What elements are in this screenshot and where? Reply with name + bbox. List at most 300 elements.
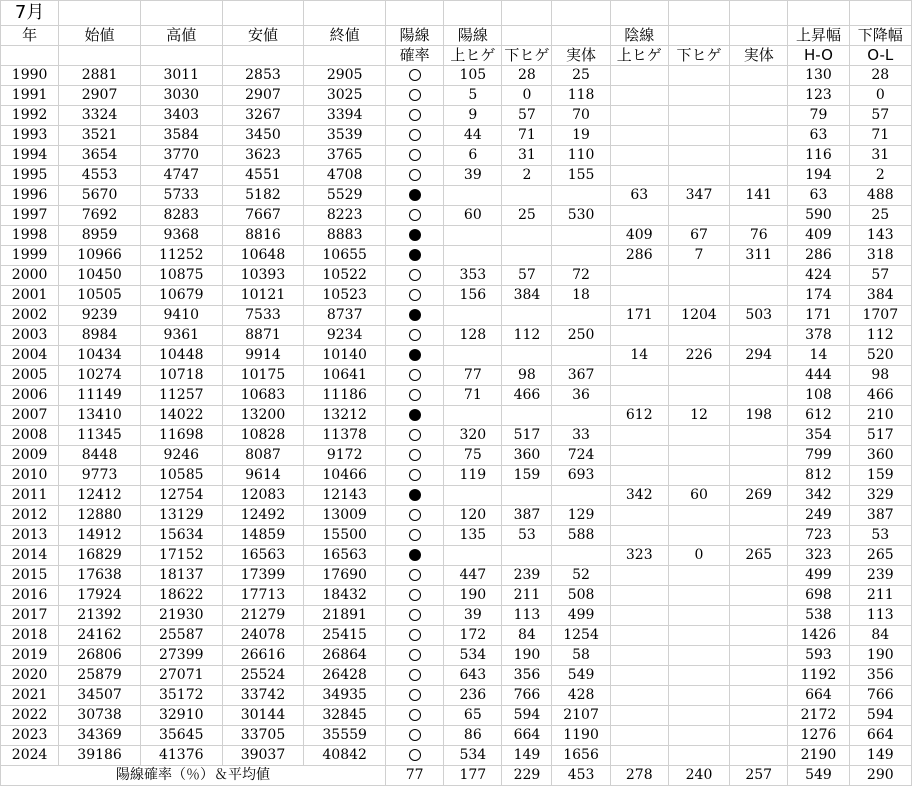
bearish-upper-shadow-cell[interactable] [610, 746, 668, 766]
rise-range-cell[interactable]: 1426 [788, 626, 849, 646]
year-cell[interactable]: 2005 [1, 366, 59, 386]
fall-range-cell[interactable]: 488 [849, 186, 911, 206]
rise-range-cell[interactable]: 499 [788, 566, 849, 586]
close-cell[interactable]: 9234 [304, 326, 386, 346]
close-cell[interactable]: 10466 [304, 466, 386, 486]
low-cell[interactable]: 3623 [222, 146, 304, 166]
bearish-body-cell[interactable] [730, 326, 788, 346]
bullish-body-cell[interactable] [552, 406, 610, 426]
fall-range-cell[interactable]: 149 [849, 746, 911, 766]
rise-range-cell[interactable]: 799 [788, 446, 849, 466]
bearish-body-cell[interactable] [730, 106, 788, 126]
bullish-lower-shadow-cell[interactable] [502, 346, 552, 366]
year-cell[interactable]: 2016 [1, 586, 59, 606]
open-cell[interactable]: 9773 [59, 466, 141, 486]
candle-mark-cell[interactable] [386, 506, 444, 526]
bearish-upper-shadow-cell[interactable] [610, 726, 668, 746]
bearish-body-cell[interactable] [730, 206, 788, 226]
bullish-body-cell[interactable]: 25 [552, 66, 610, 86]
bearish-lower-shadow-cell[interactable] [668, 286, 729, 306]
bearish-upper-shadow-cell[interactable] [610, 466, 668, 486]
open-cell[interactable]: 3324 [59, 106, 141, 126]
bullish-body-cell[interactable] [552, 186, 610, 206]
header-bearish-upper-shadow[interactable]: 上ヒゲ [610, 46, 668, 66]
fall-range-cell[interactable]: 1707 [849, 306, 911, 326]
rise-range-cell[interactable]: 79 [788, 106, 849, 126]
bearish-lower-shadow-cell[interactable]: 347 [668, 186, 729, 206]
close-cell[interactable]: 8883 [304, 226, 386, 246]
avg-bullish-upper-shadow[interactable]: 177 [444, 766, 502, 786]
bullish-body-cell[interactable]: 110 [552, 146, 610, 166]
close-cell[interactable]: 11186 [304, 386, 386, 406]
fall-range-cell[interactable]: 520 [849, 346, 911, 366]
open-cell[interactable]: 7692 [59, 206, 141, 226]
bearish-upper-shadow-cell[interactable] [610, 106, 668, 126]
bearish-upper-shadow-cell[interactable] [610, 646, 668, 666]
high-cell[interactable]: 11252 [140, 246, 222, 266]
candle-mark-cell[interactable] [386, 666, 444, 686]
close-cell[interactable]: 13212 [304, 406, 386, 426]
candle-mark-cell[interactable] [386, 346, 444, 366]
bearish-body-cell[interactable]: 269 [730, 486, 788, 506]
bearish-lower-shadow-cell[interactable] [668, 566, 729, 586]
open-cell[interactable]: 34369 [59, 726, 141, 746]
open-cell[interactable]: 8959 [59, 226, 141, 246]
close-cell[interactable]: 10140 [304, 346, 386, 366]
bullish-lower-shadow-cell[interactable] [502, 306, 552, 326]
bullish-body-cell[interactable]: 428 [552, 686, 610, 706]
bearish-upper-shadow-cell[interactable] [610, 126, 668, 146]
fall-range-cell[interactable]: 2 [849, 166, 911, 186]
bullish-body-cell[interactable]: 549 [552, 666, 610, 686]
low-cell[interactable]: 2907 [222, 86, 304, 106]
year-cell[interactable]: 2015 [1, 566, 59, 586]
rise-range-cell[interactable]: 538 [788, 606, 849, 626]
bearish-lower-shadow-cell[interactable] [668, 706, 729, 726]
bearish-upper-shadow-cell[interactable] [610, 566, 668, 586]
close-cell[interactable]: 35559 [304, 726, 386, 746]
header-rise-range[interactable]: 上昇幅 [788, 26, 849, 46]
bullish-upper-shadow-cell[interactable]: 77 [444, 366, 502, 386]
bullish-upper-shadow-cell[interactable]: 353 [444, 266, 502, 286]
rise-range-cell[interactable]: 14 [788, 346, 849, 366]
high-cell[interactable]: 3584 [140, 126, 222, 146]
bearish-upper-shadow-cell[interactable] [610, 586, 668, 606]
bullish-body-cell[interactable]: 18 [552, 286, 610, 306]
bullish-lower-shadow-cell[interactable]: 239 [502, 566, 552, 586]
fall-range-cell[interactable]: 517 [849, 426, 911, 446]
bullish-upper-shadow-cell[interactable]: 105 [444, 66, 502, 86]
year-cell[interactable]: 2021 [1, 686, 59, 706]
close-cell[interactable]: 21891 [304, 606, 386, 626]
candle-mark-cell[interactable] [386, 726, 444, 746]
low-cell[interactable]: 13200 [222, 406, 304, 426]
bearish-lower-shadow-cell[interactable]: 1204 [668, 306, 729, 326]
bearish-body-cell[interactable] [730, 706, 788, 726]
bearish-lower-shadow-cell[interactable]: 60 [668, 486, 729, 506]
high-cell[interactable]: 18137 [140, 566, 222, 586]
close-cell[interactable]: 17690 [304, 566, 386, 586]
fall-range-cell[interactable]: 384 [849, 286, 911, 306]
bullish-upper-shadow-cell[interactable]: 75 [444, 446, 502, 466]
rise-range-cell[interactable]: 171 [788, 306, 849, 326]
bearish-upper-shadow-cell[interactable]: 342 [610, 486, 668, 506]
candle-mark-cell[interactable] [386, 746, 444, 766]
rise-range-cell[interactable]: 1276 [788, 726, 849, 746]
bearish-upper-shadow-cell[interactable]: 171 [610, 306, 668, 326]
bearish-body-cell[interactable] [730, 666, 788, 686]
candle-mark-cell[interactable] [386, 546, 444, 566]
fall-range-cell[interactable]: 113 [849, 606, 911, 626]
close-cell[interactable]: 12143 [304, 486, 386, 506]
bullish-lower-shadow-cell[interactable]: 57 [502, 266, 552, 286]
bullish-lower-shadow-cell[interactable]: 384 [502, 286, 552, 306]
rise-range-cell[interactable]: 354 [788, 426, 849, 446]
candle-mark-cell[interactable] [386, 186, 444, 206]
bearish-body-cell[interactable]: 76 [730, 226, 788, 246]
rise-range-cell[interactable]: 590 [788, 206, 849, 226]
bullish-body-cell[interactable]: 52 [552, 566, 610, 586]
bullish-body-cell[interactable]: 499 [552, 606, 610, 626]
candle-mark-cell[interactable] [386, 626, 444, 646]
bearish-body-cell[interactable] [730, 446, 788, 466]
bearish-lower-shadow-cell[interactable]: 0 [668, 546, 729, 566]
year-cell[interactable]: 2022 [1, 706, 59, 726]
bullish-lower-shadow-cell[interactable]: 594 [502, 706, 552, 726]
bearish-upper-shadow-cell[interactable] [610, 506, 668, 526]
header-low[interactable]: 安値 [222, 26, 304, 46]
bearish-body-cell[interactable]: 141 [730, 186, 788, 206]
open-cell[interactable]: 2881 [59, 66, 141, 86]
avg-fall-range[interactable]: 290 [849, 766, 911, 786]
bearish-body-cell[interactable]: 311 [730, 246, 788, 266]
open-cell[interactable]: 8448 [59, 446, 141, 466]
open-cell[interactable]: 12880 [59, 506, 141, 526]
bearish-upper-shadow-cell[interactable]: 612 [610, 406, 668, 426]
bullish-lower-shadow-cell[interactable]: 112 [502, 326, 552, 346]
close-cell[interactable]: 26864 [304, 646, 386, 666]
bearish-upper-shadow-cell[interactable] [610, 286, 668, 306]
rise-range-cell[interactable]: 63 [788, 186, 849, 206]
open-cell[interactable]: 21392 [59, 606, 141, 626]
bullish-upper-shadow-cell[interactable]: 172 [444, 626, 502, 646]
bearish-upper-shadow-cell[interactable] [610, 606, 668, 626]
bullish-lower-shadow-cell[interactable] [502, 546, 552, 566]
fall-range-cell[interactable]: 387 [849, 506, 911, 526]
low-cell[interactable]: 3267 [222, 106, 304, 126]
bullish-body-cell[interactable]: 155 [552, 166, 610, 186]
high-cell[interactable]: 9410 [140, 306, 222, 326]
candle-mark-cell[interactable] [386, 446, 444, 466]
low-cell[interactable]: 8871 [222, 326, 304, 346]
bullish-upper-shadow-cell[interactable] [444, 546, 502, 566]
year-cell[interactable]: 2008 [1, 426, 59, 446]
open-cell[interactable]: 10966 [59, 246, 141, 266]
bullish-body-cell[interactable] [552, 346, 610, 366]
open-cell[interactable]: 3521 [59, 126, 141, 146]
high-cell[interactable]: 9246 [140, 446, 222, 466]
open-cell[interactable]: 24162 [59, 626, 141, 646]
bullish-body-cell[interactable]: 530 [552, 206, 610, 226]
high-cell[interactable]: 35645 [140, 726, 222, 746]
bullish-upper-shadow-cell[interactable]: 86 [444, 726, 502, 746]
close-cell[interactable]: 25415 [304, 626, 386, 646]
candle-mark-cell[interactable] [386, 126, 444, 146]
bullish-upper-shadow-cell[interactable]: 120 [444, 506, 502, 526]
low-cell[interactable]: 8816 [222, 226, 304, 246]
close-cell[interactable]: 10522 [304, 266, 386, 286]
fall-range-cell[interactable]: 84 [849, 626, 911, 646]
year-cell[interactable]: 2024 [1, 746, 59, 766]
low-cell[interactable]: 4551 [222, 166, 304, 186]
fall-range-cell[interactable]: 239 [849, 566, 911, 586]
bearish-upper-shadow-cell[interactable] [610, 526, 668, 546]
rise-range-cell[interactable]: 194 [788, 166, 849, 186]
bullish-upper-shadow-cell[interactable]: 65 [444, 706, 502, 726]
bearish-body-cell[interactable] [730, 726, 788, 746]
open-cell[interactable]: 34507 [59, 686, 141, 706]
year-cell[interactable]: 2009 [1, 446, 59, 466]
year-cell[interactable]: 2003 [1, 326, 59, 346]
header-h-minus-o[interactable]: H-O [788, 46, 849, 66]
candle-mark-cell[interactable] [386, 466, 444, 486]
low-cell[interactable]: 17713 [222, 586, 304, 606]
bearish-lower-shadow-cell[interactable] [668, 126, 729, 146]
low-cell[interactable]: 30144 [222, 706, 304, 726]
bearish-body-cell[interactable] [730, 686, 788, 706]
bearish-upper-shadow-cell[interactable] [610, 166, 668, 186]
bullish-upper-shadow-cell[interactable]: 39 [444, 166, 502, 186]
rise-range-cell[interactable]: 593 [788, 646, 849, 666]
close-cell[interactable]: 11378 [304, 426, 386, 446]
bullish-lower-shadow-cell[interactable]: 98 [502, 366, 552, 386]
rise-range-cell[interactable]: 723 [788, 526, 849, 546]
high-cell[interactable]: 14022 [140, 406, 222, 426]
low-cell[interactable]: 9614 [222, 466, 304, 486]
rise-range-cell[interactable]: 342 [788, 486, 849, 506]
bearish-lower-shadow-cell[interactable] [668, 526, 729, 546]
bullish-upper-shadow-cell[interactable]: 5 [444, 86, 502, 106]
rise-range-cell[interactable]: 323 [788, 546, 849, 566]
bearish-lower-shadow-cell[interactable] [668, 326, 729, 346]
high-cell[interactable]: 9368 [140, 226, 222, 246]
bullish-upper-shadow-cell[interactable]: 9 [444, 106, 502, 126]
bearish-upper-shadow-cell[interactable] [610, 86, 668, 106]
open-cell[interactable]: 10450 [59, 266, 141, 286]
header-high[interactable]: 高値 [140, 26, 222, 46]
bullish-upper-shadow-cell[interactable]: 534 [444, 746, 502, 766]
candle-mark-cell[interactable] [386, 226, 444, 246]
bullish-upper-shadow-cell[interactable]: 71 [444, 386, 502, 406]
close-cell[interactable]: 5529 [304, 186, 386, 206]
bearish-upper-shadow-cell[interactable] [610, 366, 668, 386]
rise-range-cell[interactable]: 63 [788, 126, 849, 146]
open-cell[interactable]: 26806 [59, 646, 141, 666]
rise-range-cell[interactable]: 108 [788, 386, 849, 406]
candle-mark-cell[interactable] [386, 326, 444, 346]
header-bullish-lower-shadow[interactable]: 下ヒゲ [502, 46, 552, 66]
high-cell[interactable]: 11698 [140, 426, 222, 446]
bearish-lower-shadow-cell[interactable] [668, 626, 729, 646]
bullish-upper-shadow-cell[interactable]: 534 [444, 646, 502, 666]
close-cell[interactable]: 18432 [304, 586, 386, 606]
fall-range-cell[interactable]: 360 [849, 446, 911, 466]
open-cell[interactable]: 10434 [59, 346, 141, 366]
fall-range-cell[interactable]: 318 [849, 246, 911, 266]
bearish-body-cell[interactable]: 198 [730, 406, 788, 426]
bullish-lower-shadow-cell[interactable]: 356 [502, 666, 552, 686]
fall-range-cell[interactable]: 265 [849, 546, 911, 566]
high-cell[interactable]: 3030 [140, 86, 222, 106]
candle-mark-cell[interactable] [386, 166, 444, 186]
year-cell[interactable]: 2006 [1, 386, 59, 406]
candle-mark-cell[interactable] [386, 406, 444, 426]
header-fall-range[interactable]: 下降幅 [849, 26, 911, 46]
low-cell[interactable]: 8087 [222, 446, 304, 466]
close-cell[interactable]: 8737 [304, 306, 386, 326]
bearish-lower-shadow-cell[interactable] [668, 506, 729, 526]
open-cell[interactable]: 2907 [59, 86, 141, 106]
high-cell[interactable]: 10585 [140, 466, 222, 486]
year-cell[interactable]: 2019 [1, 646, 59, 666]
bullish-upper-shadow-cell[interactable]: 135 [444, 526, 502, 546]
bullish-upper-shadow-cell[interactable]: 643 [444, 666, 502, 686]
open-cell[interactable]: 11345 [59, 426, 141, 446]
bearish-upper-shadow-cell[interactable]: 63 [610, 186, 668, 206]
rise-range-cell[interactable]: 130 [788, 66, 849, 86]
bullish-lower-shadow-cell[interactable]: 31 [502, 146, 552, 166]
bullish-upper-shadow-cell[interactable] [444, 486, 502, 506]
year-cell[interactable]: 2002 [1, 306, 59, 326]
bearish-lower-shadow-cell[interactable] [668, 726, 729, 746]
candle-mark-cell[interactable] [386, 66, 444, 86]
avg-rise-range[interactable]: 549 [788, 766, 849, 786]
high-cell[interactable]: 35172 [140, 686, 222, 706]
year-cell[interactable]: 1998 [1, 226, 59, 246]
bullish-upper-shadow-cell[interactable]: 119 [444, 466, 502, 486]
bearish-lower-shadow-cell[interactable] [668, 446, 729, 466]
low-cell[interactable]: 3450 [222, 126, 304, 146]
bearish-body-cell[interactable] [730, 146, 788, 166]
high-cell[interactable]: 11257 [140, 386, 222, 406]
bearish-upper-shadow-cell[interactable] [610, 446, 668, 466]
low-cell[interactable]: 7667 [222, 206, 304, 226]
bullish-upper-shadow-cell[interactable]: 60 [444, 206, 502, 226]
bearish-lower-shadow-cell[interactable] [668, 466, 729, 486]
low-cell[interactable]: 25524 [222, 666, 304, 686]
bullish-body-cell[interactable]: 1254 [552, 626, 610, 646]
year-cell[interactable]: 2001 [1, 286, 59, 306]
rise-range-cell[interactable]: 174 [788, 286, 849, 306]
fall-range-cell[interactable]: 356 [849, 666, 911, 686]
low-cell[interactable]: 9914 [222, 346, 304, 366]
bearish-lower-shadow-cell[interactable] [668, 646, 729, 666]
open-cell[interactable]: 25879 [59, 666, 141, 686]
candle-mark-cell[interactable] [386, 86, 444, 106]
candle-mark-cell[interactable] [386, 686, 444, 706]
high-cell[interactable]: 3770 [140, 146, 222, 166]
low-cell[interactable]: 21279 [222, 606, 304, 626]
close-cell[interactable]: 3765 [304, 146, 386, 166]
bearish-upper-shadow-cell[interactable]: 286 [610, 246, 668, 266]
year-cell[interactable]: 2010 [1, 466, 59, 486]
bearish-body-cell[interactable] [730, 586, 788, 606]
high-cell[interactable]: 13129 [140, 506, 222, 526]
bullish-upper-shadow-cell[interactable]: 236 [444, 686, 502, 706]
bullish-lower-shadow-cell[interactable]: 113 [502, 606, 552, 626]
low-cell[interactable]: 5182 [222, 186, 304, 206]
high-cell[interactable]: 21930 [140, 606, 222, 626]
year-cell[interactable]: 1990 [1, 66, 59, 86]
bearish-upper-shadow-cell[interactable] [610, 686, 668, 706]
bullish-body-cell[interactable]: 72 [552, 266, 610, 286]
year-cell[interactable]: 1999 [1, 246, 59, 266]
candle-mark-cell[interactable] [386, 366, 444, 386]
high-cell[interactable]: 15634 [140, 526, 222, 546]
bullish-upper-shadow-cell[interactable] [444, 346, 502, 366]
low-cell[interactable]: 10175 [222, 366, 304, 386]
bullish-upper-shadow-cell[interactable] [444, 226, 502, 246]
bullish-body-cell[interactable]: 588 [552, 526, 610, 546]
year-cell[interactable]: 1996 [1, 186, 59, 206]
bullish-lower-shadow-cell[interactable]: 190 [502, 646, 552, 666]
bullish-upper-shadow-cell[interactable]: 447 [444, 566, 502, 586]
bearish-body-cell[interactable] [730, 426, 788, 446]
bearish-lower-shadow-cell[interactable]: 7 [668, 246, 729, 266]
close-cell[interactable]: 10641 [304, 366, 386, 386]
fall-range-cell[interactable]: 159 [849, 466, 911, 486]
rise-range-cell[interactable]: 1192 [788, 666, 849, 686]
low-cell[interactable]: 39037 [222, 746, 304, 766]
open-cell[interactable]: 14912 [59, 526, 141, 546]
sheet-title[interactable]: 7月 [1, 1, 59, 26]
bearish-lower-shadow-cell[interactable] [668, 666, 729, 686]
candle-mark-cell[interactable] [386, 106, 444, 126]
high-cell[interactable]: 27399 [140, 646, 222, 666]
open-cell[interactable]: 9239 [59, 306, 141, 326]
bullish-body-cell[interactable] [552, 486, 610, 506]
header-bearish-group[interactable]: 陰線 [610, 26, 668, 46]
fall-range-cell[interactable]: 210 [849, 406, 911, 426]
bearish-lower-shadow-cell[interactable] [668, 686, 729, 706]
header-open[interactable]: 始値 [59, 26, 141, 46]
high-cell[interactable]: 10448 [140, 346, 222, 366]
low-cell[interactable]: 17399 [222, 566, 304, 586]
bullish-rate-value[interactable]: 77 [386, 766, 444, 786]
avg-bullish-body[interactable]: 453 [552, 766, 610, 786]
bullish-lower-shadow-cell[interactable]: 211 [502, 586, 552, 606]
high-cell[interactable]: 5733 [140, 186, 222, 206]
high-cell[interactable]: 9361 [140, 326, 222, 346]
low-cell[interactable]: 12083 [222, 486, 304, 506]
bearish-body-cell[interactable] [730, 526, 788, 546]
bearish-lower-shadow-cell[interactable]: 12 [668, 406, 729, 426]
bearish-body-cell[interactable]: 503 [730, 306, 788, 326]
high-cell[interactable]: 4747 [140, 166, 222, 186]
low-cell[interactable]: 7533 [222, 306, 304, 326]
bearish-upper-shadow-cell[interactable] [610, 386, 668, 406]
bullish-lower-shadow-cell[interactable]: 159 [502, 466, 552, 486]
header-bearish-body[interactable]: 実体 [730, 46, 788, 66]
candle-mark-cell[interactable] [386, 486, 444, 506]
low-cell[interactable]: 10828 [222, 426, 304, 446]
bullish-upper-shadow-cell[interactable] [444, 246, 502, 266]
fall-range-cell[interactable]: 766 [849, 686, 911, 706]
close-cell[interactable]: 16563 [304, 546, 386, 566]
bullish-lower-shadow-cell[interactable]: 25 [502, 206, 552, 226]
rise-range-cell[interactable]: 378 [788, 326, 849, 346]
rise-range-cell[interactable]: 612 [788, 406, 849, 426]
